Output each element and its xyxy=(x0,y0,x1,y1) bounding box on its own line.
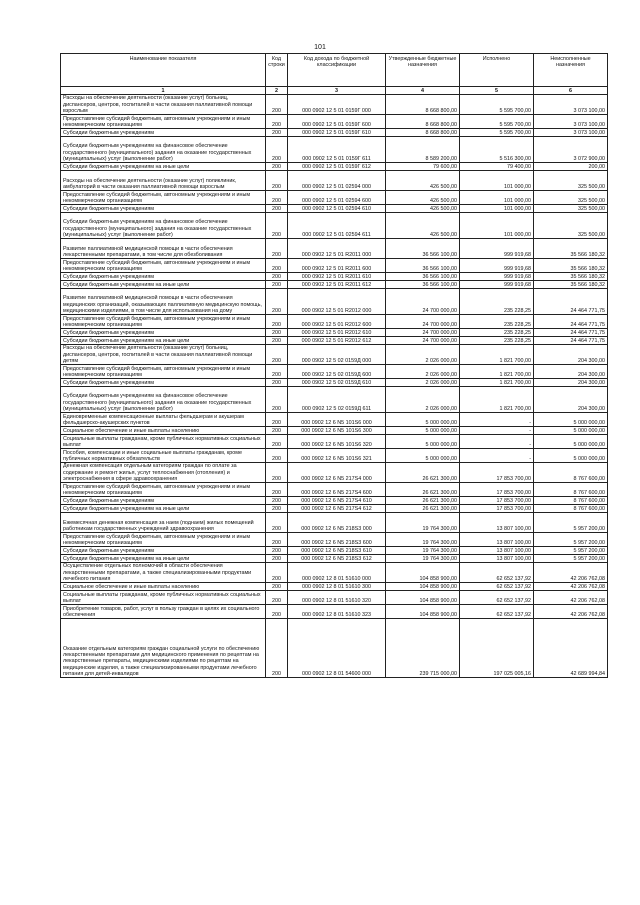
row-executed-cell: 13 807 100,00 xyxy=(460,547,534,555)
row-unexecuted-cell: 35 566 180,32 xyxy=(534,259,608,273)
row-kbk-cell: 000 0902 12 5 01 02594 600 xyxy=(288,191,386,205)
row-unexecuted-cell: 5 000 000,00 xyxy=(534,435,608,449)
row-executed-cell: - xyxy=(460,413,534,427)
table-row xyxy=(61,115,608,129)
row-name-cell: Субсидии бюджетным учреждениям xyxy=(61,329,266,337)
row-name-cell: Развитие паллиативной медицинской помощи в части обеспечения медицинских организаций, оказывающих паллиативную медицинскую помощь, медицинскими изделиями, в том числе для использования на дому xyxy=(61,289,266,315)
row-name-cell: Субсидии бюджетным учреждениям на иные цели xyxy=(61,337,266,345)
row-executed-cell: 235 228,25 xyxy=(460,289,534,315)
row-name-cell: Предоставление субсидий бюджетным, автономным учреждениям и иным некоммерческим организациям xyxy=(61,259,266,273)
row-unexecuted-cell: 42 206 762,08 xyxy=(534,591,608,605)
row-unexecuted-cell: 42 206 762,08 xyxy=(534,605,608,619)
row-unexecuted-cell: 325 500,00 xyxy=(534,205,608,213)
table-row xyxy=(61,289,608,315)
row-name-cell: Ежемесячная денежная компенсация за наем (поднаем) жилых помещений работникам государственных учреждений здравоохранения xyxy=(61,513,266,533)
table-row xyxy=(61,379,608,387)
row-executed-cell: 17 853 700,00 xyxy=(460,483,534,497)
row-unexecuted-cell: 42 689 994,84 xyxy=(534,619,608,678)
row-approved-cell: 5 000 000,00 xyxy=(386,449,460,463)
row-kbk-cell: 000 0902 12 8 01 51610 320 xyxy=(288,591,386,605)
row-name-cell: Приобретение товаров, работ, услуг в пользу граждан в целях их социального обеспечения xyxy=(61,605,266,619)
row-unexecuted-cell: 200,00 xyxy=(534,163,608,171)
column-number: 1 xyxy=(61,87,266,95)
row-unexecuted-cell: 35 566 180,32 xyxy=(534,239,608,259)
row-unexecuted-cell: 325 500,00 xyxy=(534,191,608,205)
row-kbk-cell: 000 0902 12 6 N5 218S3 610 xyxy=(288,547,386,555)
row-unexecuted-cell: 204 300,00 xyxy=(534,387,608,413)
row-unexecuted-cell: 5 000 000,00 xyxy=(534,413,608,427)
row-kbk-cell: 000 0902 12 5 01 02594 610 xyxy=(288,205,386,213)
row-unexecuted-cell: 8 767 600,00 xyxy=(534,505,608,513)
header-code: Код строки xyxy=(266,54,288,87)
row-kbk-cell: 000 0902 12 6 N5 101S6 000 xyxy=(288,413,386,427)
row-executed-cell: 79 400,00 xyxy=(460,163,534,171)
row-name-cell: Предоставление субсидий бюджетным, автономным учреждениям и иным некоммерческим организациям xyxy=(61,115,266,129)
row-name-cell: Социальные выплаты гражданам, кроме публичных нормативных социальных выплат xyxy=(61,591,266,605)
row-unexecuted-cell: 3 073 100,00 xyxy=(534,115,608,129)
column-number: 6 xyxy=(534,87,608,95)
table-body xyxy=(61,95,608,678)
table-row xyxy=(61,213,608,239)
row-executed-cell: 101 000,00 xyxy=(460,205,534,213)
row-kbk-cell: 000 0902 12 8 01 54600 000 xyxy=(288,619,386,678)
row-unexecuted-cell: 325 500,00 xyxy=(534,171,608,191)
row-unexecuted-cell: 5 957 200,00 xyxy=(534,555,608,563)
table-row xyxy=(61,533,608,547)
row-approved-cell: 426 500,00 xyxy=(386,171,460,191)
row-unexecuted-cell: 8 767 600,00 xyxy=(534,497,608,505)
row-name-cell: Социальные выплаты гражданам, кроме публичных нормативных социальных выплат xyxy=(61,435,266,449)
row-approved-cell: 8 589 200,00 xyxy=(386,137,460,163)
row-approved-cell: 26 621 300,00 xyxy=(386,463,460,483)
row-name-cell: Субсидии бюджетным учреждениям xyxy=(61,129,266,137)
row-code-cell: 200 xyxy=(266,137,288,163)
row-unexecuted-cell: 42 206 762,08 xyxy=(534,583,608,591)
row-code-cell: 200 xyxy=(266,281,288,289)
table-row xyxy=(61,163,608,171)
row-name-cell: Расходы на обеспечение деятельности (оказание услуг) больниц, диспансеров, центров, госпиталей в части оказания паллиативной помощи взрослым xyxy=(61,95,266,115)
row-approved-cell: 5 000 000,00 xyxy=(386,427,460,435)
row-approved-cell: 5 000 000,00 xyxy=(386,413,460,427)
row-kbk-cell: 000 0902 12 5 02 0159Д 611 xyxy=(288,387,386,413)
row-executed-cell: 1 821 700,00 xyxy=(460,379,534,387)
row-approved-cell: 19 764 300,00 xyxy=(386,547,460,555)
row-approved-cell: 104 858 900,00 xyxy=(386,591,460,605)
table-row xyxy=(61,583,608,591)
row-kbk-cell: 000 0902 12 5 01 R2012 000 xyxy=(288,289,386,315)
table-row xyxy=(61,449,608,463)
row-executed-cell: 62 652 137,92 xyxy=(460,605,534,619)
row-kbk-cell: 000 0902 12 5 01 0159Г 000 xyxy=(288,95,386,115)
row-approved-cell: 8 668 800,00 xyxy=(386,95,460,115)
row-code-cell: 200 xyxy=(266,463,288,483)
row-unexecuted-cell: 8 767 600,00 xyxy=(534,463,608,483)
row-unexecuted-cell: 325 500,00 xyxy=(534,213,608,239)
table-row xyxy=(61,191,608,205)
row-kbk-cell: 000 0902 12 6 N5 218S3 000 xyxy=(288,513,386,533)
row-code-cell: 200 xyxy=(266,533,288,547)
table-row xyxy=(61,205,608,213)
row-code-cell: 200 xyxy=(266,205,288,213)
row-executed-cell: 5 595 700,00 xyxy=(460,95,534,115)
column-number-row xyxy=(61,87,608,95)
row-unexecuted-cell: 35 566 180,32 xyxy=(534,273,608,281)
row-approved-cell: 36 566 100,00 xyxy=(386,273,460,281)
row-unexecuted-cell: 204 300,00 xyxy=(534,379,608,387)
row-code-cell: 200 xyxy=(266,337,288,345)
row-executed-cell: 13 807 100,00 xyxy=(460,513,534,533)
row-kbk-cell: 000 0902 12 5 02 0159Д 000 xyxy=(288,345,386,365)
row-code-cell: 200 xyxy=(266,365,288,379)
budget-execution-table xyxy=(60,53,608,678)
table-row xyxy=(61,329,608,337)
row-kbk-cell: 000 0902 12 8 01 51610 323 xyxy=(288,605,386,619)
column-number: 5 xyxy=(460,87,534,95)
row-name-cell: Предоставление субсидий бюджетным, автономным учреждениям и иным некоммерческим организациям xyxy=(61,533,266,547)
row-kbk-cell: 000 0902 12 5 01 0159Г 610 xyxy=(288,129,386,137)
row-approved-cell: 36 566 100,00 xyxy=(386,281,460,289)
row-executed-cell: 1 821 700,00 xyxy=(460,365,534,379)
row-name-cell: Осуществление отдельных полномочий в области обеспечения лекарственными препаратами, а также специализированными продуктами лечебного питания xyxy=(61,563,266,583)
column-number: 4 xyxy=(386,87,460,95)
row-name-cell: Предоставление субсидий бюджетным, автономным учреждениям и иным некоммерческим организациям xyxy=(61,365,266,379)
row-name-cell: Субсидии бюджетным учреждениям xyxy=(61,379,266,387)
row-kbk-cell: 000 0902 12 5 01 R2011 000 xyxy=(288,239,386,259)
row-code-cell: 200 xyxy=(266,289,288,315)
row-executed-cell: 17 853 700,00 xyxy=(460,463,534,483)
row-code-cell: 200 xyxy=(266,505,288,513)
row-name-cell: Субсидии бюджетным учреждениям xyxy=(61,547,266,555)
header-executed: Исполнено xyxy=(460,54,534,87)
row-name-cell: Денежная компенсация отдельным категориям граждан по оплате за содержание и ремонт жилья, услуг теплоснабжения (отопления) и электроснабжения в сфере здравоохранения xyxy=(61,463,266,483)
row-code-cell: 200 xyxy=(266,171,288,191)
table-row xyxy=(61,137,608,163)
row-executed-cell: 235 228,25 xyxy=(460,337,534,345)
row-executed-cell: - xyxy=(460,427,534,435)
table-row xyxy=(61,497,608,505)
row-executed-cell: 101 000,00 xyxy=(460,213,534,239)
row-approved-cell: 2 026 000,00 xyxy=(386,379,460,387)
row-name-cell: Субсидии бюджетным учреждениям на финансовое обеспечение государственного (муниципального) задания на оказание государственных (муниципальных) услуг (выполнение работ) xyxy=(61,137,266,163)
row-name-cell: Развитие паллиативной медицинской помощи в части обеспечения лекарственными препаратами, в том числе для обезболивания xyxy=(61,239,266,259)
row-executed-cell: 17 853 700,00 xyxy=(460,505,534,513)
row-approved-cell: 19 764 300,00 xyxy=(386,555,460,563)
row-kbk-cell: 000 0902 12 6 N5 218S3 600 xyxy=(288,533,386,547)
row-code-cell: 200 xyxy=(266,387,288,413)
table-row xyxy=(61,505,608,513)
row-executed-cell: 101 000,00 xyxy=(460,191,534,205)
row-code-cell: 200 xyxy=(266,329,288,337)
row-unexecuted-cell: 3 073 100,00 xyxy=(534,95,608,115)
row-approved-cell: 24 700 000,00 xyxy=(386,337,460,345)
row-kbk-cell: 000 0902 12 6 N5 218S3 612 xyxy=(288,555,386,563)
row-code-cell: 200 xyxy=(266,115,288,129)
row-unexecuted-cell: 24 464 771,75 xyxy=(534,289,608,315)
row-name-cell: Субсидии бюджетным учреждениям xyxy=(61,205,266,213)
row-name-cell: Субсидии бюджетным учреждениям на иные цели xyxy=(61,281,266,289)
column-number: 3 xyxy=(288,87,386,95)
row-code-cell: 200 xyxy=(266,273,288,281)
row-unexecuted-cell: 8 767 600,00 xyxy=(534,483,608,497)
row-name-cell: Субсидии бюджетным учреждениям на иные цели xyxy=(61,163,266,171)
row-approved-cell: 5 000 000,00 xyxy=(386,435,460,449)
row-unexecuted-cell: 5 957 200,00 xyxy=(534,547,608,555)
row-approved-cell: 104 858 900,00 xyxy=(386,605,460,619)
row-approved-cell: 426 500,00 xyxy=(386,213,460,239)
row-kbk-cell: 000 0902 12 5 01 0159Г 600 xyxy=(288,115,386,129)
row-name-cell: Предоставление субсидий бюджетным, автономным учреждениям и иным некоммерческим организациям xyxy=(61,483,266,497)
row-approved-cell: 8 668 800,00 xyxy=(386,115,460,129)
table-row xyxy=(61,345,608,365)
row-approved-cell: 8 668 800,00 xyxy=(386,129,460,137)
row-approved-cell: 426 500,00 xyxy=(386,205,460,213)
header-approved: Утвержденные бюджетные назначения xyxy=(386,54,460,87)
row-code-cell: 200 xyxy=(266,239,288,259)
row-executed-cell: 235 228,25 xyxy=(460,315,534,329)
table-row xyxy=(61,365,608,379)
row-kbk-cell: 000 0902 12 5 01 R2012 610 xyxy=(288,329,386,337)
row-name-cell: Социальное обеспечение и иные выплаты населению xyxy=(61,583,266,591)
row-approved-cell: 24 700 000,00 xyxy=(386,329,460,337)
table-row xyxy=(61,259,608,273)
row-code-cell: 200 xyxy=(266,497,288,505)
row-executed-cell: 101 000,00 xyxy=(460,171,534,191)
table-row xyxy=(61,413,608,427)
row-name-cell: Расходы на обеспечение деятельности (оказание услуг) поликлиник, амбулаторий в части оказания паллиативной помощи взрослым xyxy=(61,171,266,191)
row-code-cell: 200 xyxy=(266,563,288,583)
row-approved-cell: 2 026 000,00 xyxy=(386,345,460,365)
row-executed-cell: 5 516 300,00 xyxy=(460,137,534,163)
row-approved-cell: 79 600,00 xyxy=(386,163,460,171)
row-kbk-cell: 000 0902 12 6 N5 217S4 600 xyxy=(288,483,386,497)
header-kbk: Код дохода по бюджетной классификации xyxy=(288,54,386,87)
row-kbk-cell: 000 0902 12 5 01 02594 000 xyxy=(288,171,386,191)
table-header-row xyxy=(61,54,608,87)
row-kbk-cell: 000 0902 12 5 01 R2011 610 xyxy=(288,273,386,281)
row-executed-cell: 13 807 100,00 xyxy=(460,555,534,563)
table-row xyxy=(61,435,608,449)
row-unexecuted-cell: 42 206 762,08 xyxy=(534,563,608,583)
row-code-cell: 200 xyxy=(266,129,288,137)
row-code-cell: 200 xyxy=(266,379,288,387)
row-kbk-cell: 000 0902 12 5 01 R2012 600 xyxy=(288,315,386,329)
row-unexecuted-cell: 3 073 100,00 xyxy=(534,129,608,137)
row-kbk-cell: 000 0902 12 5 01 0159Г 612 xyxy=(288,163,386,171)
row-kbk-cell: 000 0902 12 5 01 R2011 612 xyxy=(288,281,386,289)
row-kbk-cell: 000 0902 12 5 02 0159Д 610 xyxy=(288,379,386,387)
header-name: Наименование показателя xyxy=(61,54,266,87)
row-executed-cell: 62 652 137,92 xyxy=(460,583,534,591)
row-kbk-cell: 000 0902 12 6 N5 217S4 000 xyxy=(288,463,386,483)
table-row xyxy=(61,273,608,281)
row-approved-cell: 104 858 900,00 xyxy=(386,563,460,583)
row-code-cell: 200 xyxy=(266,315,288,329)
row-approved-cell: 19 764 300,00 xyxy=(386,513,460,533)
row-name-cell: Субсидии бюджетным учреждениям на иные цели xyxy=(61,505,266,513)
row-name-cell: Социальное обеспечение и иные выплаты населению xyxy=(61,427,266,435)
row-unexecuted-cell: 3 072 900,00 xyxy=(534,137,608,163)
row-code-cell: 200 xyxy=(266,591,288,605)
row-approved-cell: 426 500,00 xyxy=(386,191,460,205)
header-unexecuted: Неисполненные назначения xyxy=(534,54,608,87)
row-name-cell: Субсидии бюджетным учреждениям на финансовое обеспечение государственного (муниципального) задания на оказание государственных (муниципальных) услуг (выполнение работ) xyxy=(61,213,266,239)
row-name-cell: Расходы на обеспечение деятельности (оказание услуг) больниц, диспансеров, центров, госпиталей в части оказания паллиативной помощи детям xyxy=(61,345,266,365)
row-name-cell: Предоставление субсидий бюджетным, автономным учреждениям и иным некоммерческим организациям xyxy=(61,191,266,205)
row-approved-cell: 36 566 100,00 xyxy=(386,239,460,259)
table-row xyxy=(61,619,608,678)
row-approved-cell: 24 700 000,00 xyxy=(386,315,460,329)
row-unexecuted-cell: 5 957 200,00 xyxy=(534,513,608,533)
row-code-cell: 200 xyxy=(266,435,288,449)
row-executed-cell: 999 919,68 xyxy=(460,259,534,273)
row-code-cell: 200 xyxy=(266,345,288,365)
row-name-cell: Единовременные компенсационные выплаты фельдшерам и акушерам фельдшерско-акушерских пунктов xyxy=(61,413,266,427)
row-kbk-cell: 000 0902 12 6 N5 101S6 300 xyxy=(288,427,386,435)
row-code-cell: 200 xyxy=(266,413,288,427)
table-row xyxy=(61,171,608,191)
row-executed-cell: - xyxy=(460,435,534,449)
row-executed-cell: 62 652 137,92 xyxy=(460,563,534,583)
row-name-cell: Оказание отдельным категориям граждан социальной услуги по обеспечению лекарственными препаратами для медицинского применения по рецептам на лекарственные препараты, медицинскими изделиями по рецептам на медицинские изделия, а также специализированными продуктами лечебного питания для детей-инвалидов xyxy=(61,619,266,678)
table-row xyxy=(61,605,608,619)
row-approved-cell: 104 858 900,00 xyxy=(386,583,460,591)
row-code-cell: 200 xyxy=(266,583,288,591)
column-number: 2 xyxy=(266,87,288,95)
row-code-cell: 200 xyxy=(266,555,288,563)
row-kbk-cell: 000 0902 12 8 01 51610 300 xyxy=(288,583,386,591)
row-unexecuted-cell: 35 566 180,32 xyxy=(534,281,608,289)
row-unexecuted-cell: 24 464 771,75 xyxy=(534,315,608,329)
row-executed-cell: 17 853 700,00 xyxy=(460,497,534,505)
row-kbk-cell: 000 0902 12 8 01 51610 000 xyxy=(288,563,386,583)
row-code-cell: 200 xyxy=(266,427,288,435)
row-name-cell: Субсидии бюджетным учреждениям на финансовое обеспечение государственного (муниципального) задания на оказание государственных (муниципальных) услуг (выполнение работ) xyxy=(61,387,266,413)
row-code-cell: 200 xyxy=(266,191,288,205)
row-kbk-cell: 000 0902 12 5 02 0159Д 600 xyxy=(288,365,386,379)
row-unexecuted-cell: 5 000 000,00 xyxy=(534,449,608,463)
row-executed-cell: 999 919,68 xyxy=(460,281,534,289)
row-unexecuted-cell: 24 464 771,75 xyxy=(534,337,608,345)
row-approved-cell: 26 621 300,00 xyxy=(386,505,460,513)
row-unexecuted-cell: 204 300,00 xyxy=(534,365,608,379)
row-approved-cell: 26 621 300,00 xyxy=(386,483,460,497)
table-row xyxy=(61,387,608,413)
row-executed-cell: 1 821 700,00 xyxy=(460,387,534,413)
row-executed-cell: 5 595 700,00 xyxy=(460,129,534,137)
row-approved-cell: 2 026 000,00 xyxy=(386,387,460,413)
row-kbk-cell: 000 0902 12 5 01 R2011 600 xyxy=(288,259,386,273)
row-kbk-cell: 000 0902 12 5 01 0159Г 611 xyxy=(288,137,386,163)
row-kbk-cell: 000 0902 12 5 01 02594 611 xyxy=(288,213,386,239)
row-executed-cell: 999 919,68 xyxy=(460,239,534,259)
table-row xyxy=(61,239,608,259)
table-row xyxy=(61,547,608,555)
row-executed-cell: 197 025 005,16 xyxy=(460,619,534,678)
row-approved-cell: 26 621 300,00 xyxy=(386,497,460,505)
table-row xyxy=(61,95,608,115)
row-kbk-cell: 000 0902 12 6 N5 217S4 610 xyxy=(288,497,386,505)
row-kbk-cell: 000 0902 12 5 01 R2012 612 xyxy=(288,337,386,345)
row-code-cell: 200 xyxy=(266,483,288,497)
row-approved-cell: 36 566 100,00 xyxy=(386,259,460,273)
row-unexecuted-cell: 5 000 000,00 xyxy=(534,427,608,435)
row-executed-cell: - xyxy=(460,449,534,463)
row-kbk-cell: 000 0902 12 6 N5 217S4 612 xyxy=(288,505,386,513)
row-kbk-cell: 000 0902 12 6 N5 101S6 320 xyxy=(288,435,386,449)
table-row xyxy=(61,555,608,563)
row-executed-cell: 13 807 100,00 xyxy=(460,533,534,547)
row-code-cell: 200 xyxy=(266,547,288,555)
page-number: 101 xyxy=(314,44,326,51)
row-code-cell: 200 xyxy=(266,619,288,678)
row-approved-cell: 2 026 000,00 xyxy=(386,365,460,379)
table-row xyxy=(61,315,608,329)
row-name-cell: Пособия, компенсации и иные социальные выплаты гражданам, кроме публичных нормативных обязательств xyxy=(61,449,266,463)
row-name-cell: Субсидии бюджетным учреждениям на иные цели xyxy=(61,555,266,563)
row-approved-cell: 239 715 000,00 xyxy=(386,619,460,678)
table-row xyxy=(61,427,608,435)
row-name-cell: Субсидии бюджетным учреждениям xyxy=(61,497,266,505)
row-unexecuted-cell: 204 300,00 xyxy=(534,345,608,365)
row-executed-cell: 235 228,25 xyxy=(460,329,534,337)
table-row xyxy=(61,337,608,345)
row-code-cell: 200 xyxy=(266,259,288,273)
row-executed-cell: 999 919,68 xyxy=(460,273,534,281)
row-executed-cell: 1 821 700,00 xyxy=(460,345,534,365)
row-code-cell: 200 xyxy=(266,163,288,171)
table-row xyxy=(61,591,608,605)
row-code-cell: 200 xyxy=(266,513,288,533)
row-code-cell: 200 xyxy=(266,449,288,463)
row-approved-cell: 24 700 000,00 xyxy=(386,289,460,315)
row-kbk-cell: 000 0902 12 6 N5 101S6 321 xyxy=(288,449,386,463)
row-code-cell: 200 xyxy=(266,213,288,239)
table-row xyxy=(61,129,608,137)
row-executed-cell: 62 652 137,92 xyxy=(460,591,534,605)
table-row xyxy=(61,281,608,289)
row-name-cell: Субсидии бюджетным учреждениям xyxy=(61,273,266,281)
row-executed-cell: 5 595 700,00 xyxy=(460,115,534,129)
table-row xyxy=(61,563,608,583)
row-name-cell: Предоставление субсидий бюджетным, автономным учреждениям и иным некоммерческим организациям xyxy=(61,315,266,329)
row-approved-cell: 19 764 300,00 xyxy=(386,533,460,547)
table-row xyxy=(61,463,608,483)
row-unexecuted-cell: 5 957 200,00 xyxy=(534,533,608,547)
table-row xyxy=(61,483,608,497)
row-unexecuted-cell: 24 464 771,75 xyxy=(534,329,608,337)
table-row xyxy=(61,513,608,533)
row-code-cell: 200 xyxy=(266,605,288,619)
row-code-cell: 200 xyxy=(266,95,288,115)
